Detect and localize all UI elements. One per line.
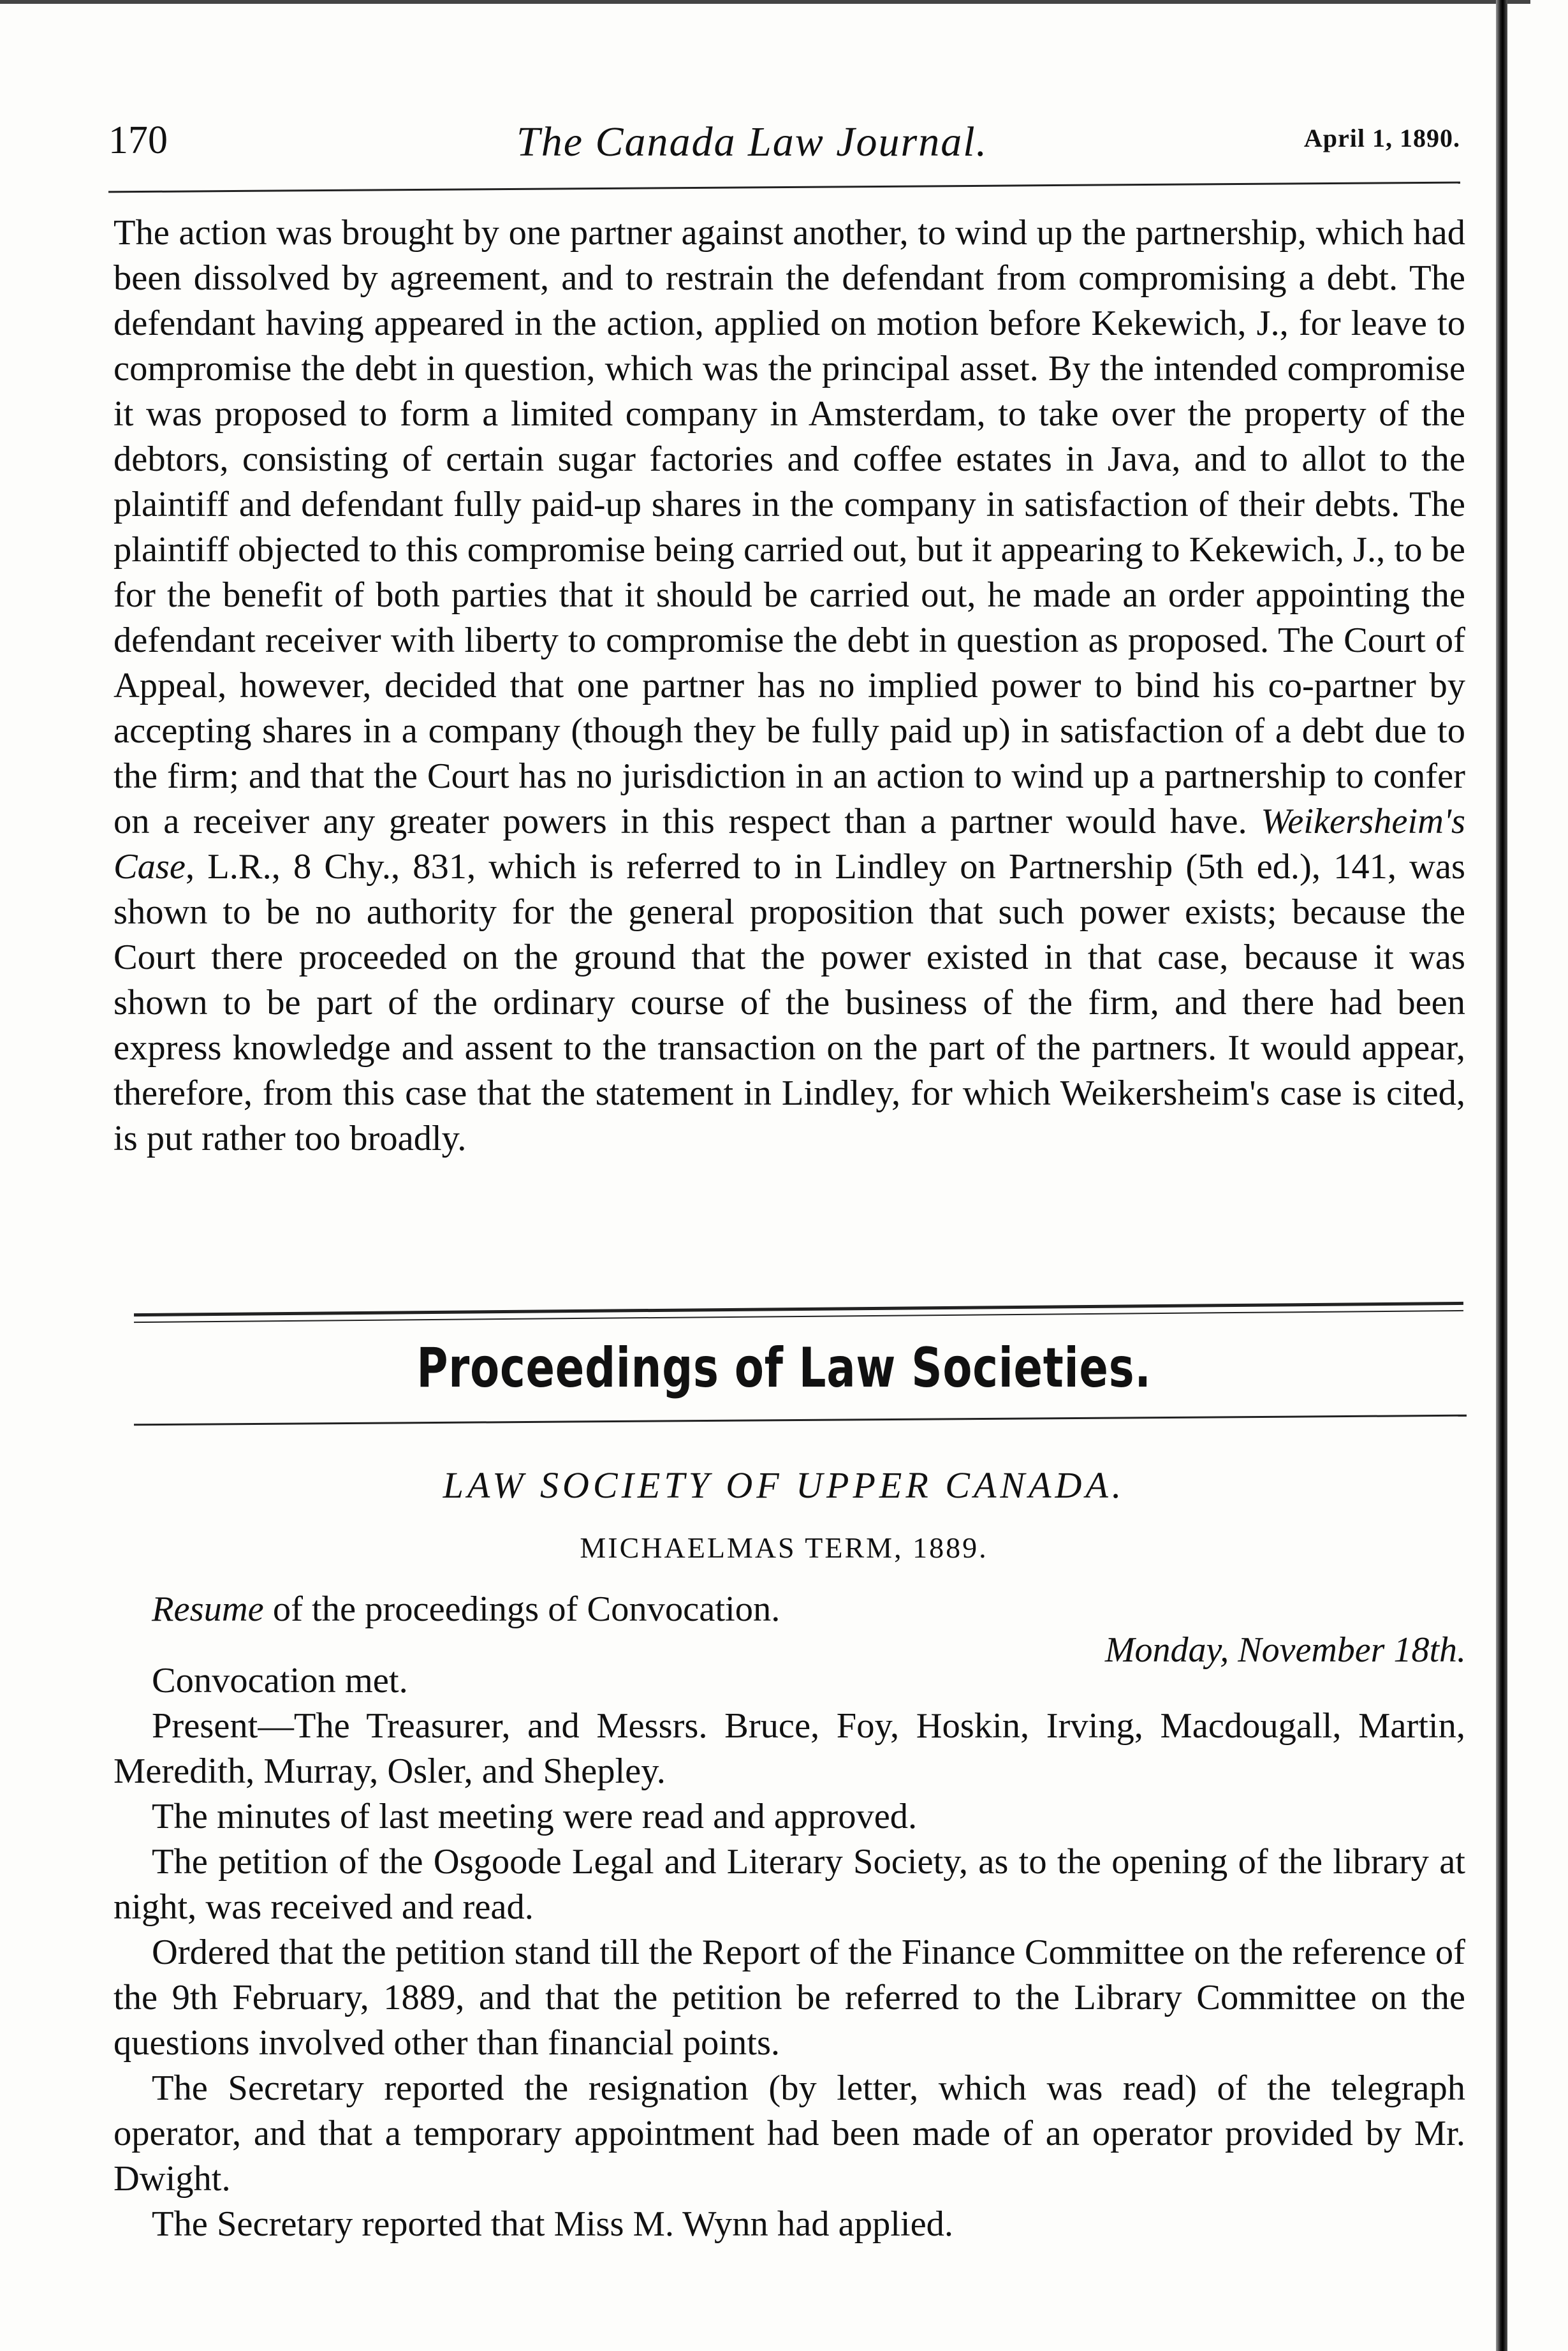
case-note-text-before: The action was brought by one partner against another, to wind up the partnership, which had been dissolved by agreement, and to restrain the defendant from compromising a debt. The defendant having appeared in the action, applied on motion before Kekewich, J., for leave to compromise the debt in question, which was the principal asset. By the intended compromise it was proposed to form a limited company in Amsterdam, to take over the property of the debtors, consisting of certain sugar factories and coffee estates in Java, and to allot to the plaintiff and defendant fully paid-up shares in the company in satisfaction of their debts. The plaintiff objected to this compromise being carried out, but it appearing to Kekewich, J., to be for the benefit of both parties that it should be carried out, he made an order appointing the defendant receiver with liberty to compromise the debt in question as proposed. The Court of Appeal, however, decided that one partner has no implied power to bind his co-partner by accepting shares in a company (though they be fully paid up) in satisfaction of a debt due to the firm; and that the Court has no jurisdiction in an action to wind up a partnership to confer on a receiver any greater powers in this respect than a partner would have. [114, 213, 1465, 841]
top-border-rule [0, 0, 1530, 4]
proceedings-paragraph: Ordered that the petition stand till the Report of the Finance Committee on the reference of the 9th February, 1889, and that the petition be referred to the Library Committee on the questions involved other than financial points. [114, 1933, 1465, 2063]
proceedings-paragraph: Present—The Treasurer, and Messrs. Bruce, Foy, Hoskin, Irving, Macdougall, Martin, Meredith, Murray, Osler, and Shepley. [114, 1706, 1465, 1791]
proceedings-paragraph: The minutes of last meeting were read and approved. [152, 1797, 918, 1836]
proceedings-paragraph: The Secretary reported that Miss M. Wynn had applied. [152, 2204, 954, 2244]
case-name: Weikersheim's Case [114, 802, 1466, 887]
term-heading: MICHAELMAS TERM, 1889. [580, 1531, 988, 1564]
society-heading: LAW SOCIETY OF UPPER CANADA. [443, 1464, 1125, 1506]
journal-title: The Canada Law Journal. [517, 119, 988, 165]
issue-date: April 1, 1890. [1303, 124, 1460, 152]
case-note-paragraph [114, 210, 1465, 1161]
running-header [108, 118, 1460, 175]
proceedings-paragraph: The petition of the Osgoode Legal and Literary Society, as to the opening of the library at night, was received and read. [114, 1842, 1465, 1927]
section-divider-top [134, 1302, 1463, 1316]
case-note-text-after: , L.R., 8 Chy., 831, which is referred to in Lindley on Partnership (5th ed.), 141, was shown to be no authority for the general proposition that such power exists; because the Court there proceeded on the ground that the power existed in that case, because it was shown to be part of the ordinary course of the business of the firm, and there had been express knowledge and assent to the transaction on the part of the partners. It would appear, therefore, from this case that the statement in Lindley, for which Weikersheim's case is cited, is put rather too broadly. [114, 847, 1465, 1158]
page-number: 170 [108, 119, 168, 162]
resume-word: Resume [152, 1589, 264, 1629]
resume-rest: of the proceedings of Convocation. [263, 1589, 780, 1629]
section-divider-bottom [134, 1415, 1467, 1426]
meeting-date: Monday, November 18th. [1104, 1630, 1466, 1670]
proceedings-paragraph: The Secretary reported the resignation (by letter, which was read) of the telegraph operator, and that a temporary appointment had been made of an operator provided by Mr. Dwight. [114, 2068, 1465, 2199]
header-rule [108, 182, 1460, 193]
proceedings-paragraph: Convocation met. [152, 1661, 408, 1700]
section-heading: Proceedings of Law Societies. [416, 1336, 1152, 1400]
page-binding-edge [1496, 0, 1507, 2351]
resume-line [114, 1587, 1465, 1632]
